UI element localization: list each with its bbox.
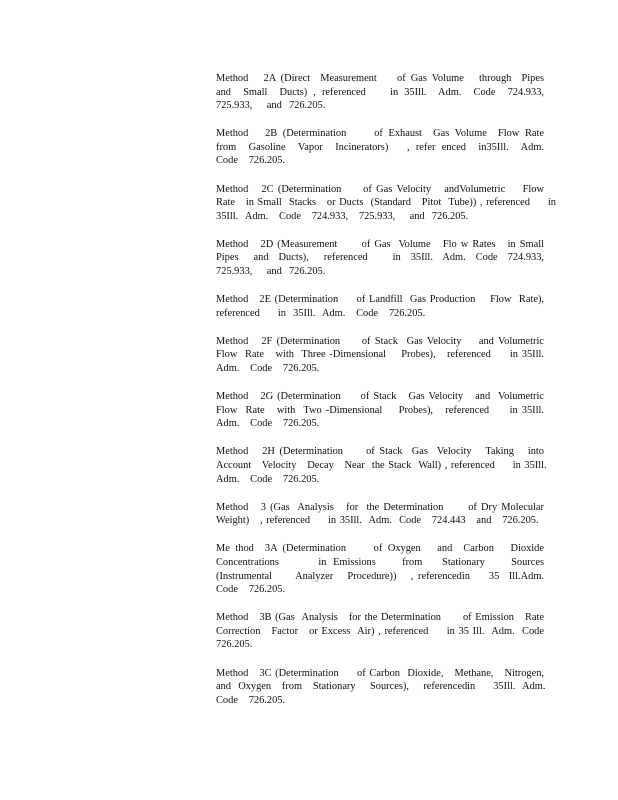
entry-line: Code 726.205.: [216, 584, 286, 596]
method-entry-2d: [216, 238, 544, 279]
entry-line: Code 726.205.: [216, 155, 286, 167]
entry-line: Pipes and Ducts), referenced in 35Ill. Adm. Code 724.933,: [216, 252, 544, 264]
method-entry-2a: [216, 72, 544, 113]
entry-line: Rate in Small Stacks or Ducts (Standard Pitot Tube)) , referenced in: [216, 197, 556, 209]
method-entry-2g: [216, 390, 544, 431]
entry-line: 725.933, and 726.205.: [216, 100, 326, 112]
entry-line: Method 2D (Measurement of Gas Volume Flo w Rates in Small: [216, 238, 544, 250]
entry-line: from Gasoline Vapor Incinerators) , refer enced in35Ill. Adm.: [216, 141, 544, 153]
method-entry-3: [216, 501, 544, 528]
method-list: [216, 72, 556, 722]
method-entry-2e: [216, 293, 544, 320]
entry-line: referenced in 35Ill. Adm. Code 726.205.: [216, 307, 426, 319]
entry-line: Method 2B (Determination of Exhaust Gas Volume Flow Rate: [216, 128, 544, 140]
entry-line: Method 2F (Determination of Stack Gas Velocity and Volumetric: [216, 335, 544, 347]
entry-line: Flow Rate with Two -Dimensional Probes), referenced in 35Ill.: [216, 404, 544, 416]
method-entry-2c: [216, 183, 556, 224]
entry-line: Adm. Code 726.205.: [216, 363, 320, 374]
entry-line: Me thod 3A (Determination of Oxygen and Carbon Dioxide: [216, 543, 544, 555]
entry-line: and Small Ducts) , referenced in 35Ill. Adm. Code 724.933,: [216, 86, 544, 98]
method-entry-3a: [216, 542, 544, 596]
entry-line: Method 2A (Direct Measurement of Gas Volume through Pipes: [216, 73, 544, 84]
entry-line: (Instrumental Analyzer Procedure)) , referencedin 35 Ill.Adm.: [216, 570, 544, 582]
entry-line: Method 3C (Determination of Carbon Dioxide, Methane, Nitrogen,: [216, 667, 544, 679]
entry-line: 35Ill. Adm. Code 724.933, 725.933, and 726.205.: [216, 210, 469, 222]
entry-line: Weight) , referenced in 35Ill. Adm. Code 724.443 and 726.205.: [216, 515, 539, 527]
entry-line: Method 2H (Determination of Stack Gas Velocity Taking into: [216, 446, 544, 458]
method-entry-2h: [216, 445, 547, 486]
entry-line: Flow Rate with Three -Dimensional Probes), referenced in 35Ill.: [216, 349, 544, 361]
entry-line: Method 2G (Determination of Stack Gas Velocity and Volumetric: [216, 391, 544, 403]
entry-line: Method 3B (Gas Analysis for the Determination of Emission Rate: [216, 612, 544, 624]
method-entry-2b: [216, 127, 544, 168]
entry-line: Method 3 (Gas Analysis for the Determination of Dry Molecular: [216, 501, 544, 513]
entry-line: Method 2C (Determination of Gas Velocity andVolumetric Flow: [216, 183, 544, 195]
entry-line: Concentrations in Emissions from Stationary Sources: [216, 556, 544, 568]
entry-line: Method 2E (Determination of Landfill Gas Production Flow Rate),: [216, 294, 544, 306]
method-entry-2f: [216, 335, 544, 376]
entry-line: Correction Factor or Excess Air) , referenced in 35 Ill. Adm. Code: [216, 625, 544, 637]
entry-line: Code 726.205.: [216, 694, 286, 706]
entry-line: 726.205.: [216, 639, 253, 651]
method-entry-3b: [216, 611, 544, 652]
entry-line: Account Velocity Decay Near the Stack Wall) , referenced in 35Ill.: [216, 459, 547, 471]
entry-line: and Oxygen from Stationary Sources), referencedin 35Ill. Adm.: [216, 681, 546, 693]
entry-line: Adm. Code 726.205.: [216, 418, 320, 430]
entry-line: Adm. Code 726.205.: [216, 473, 320, 485]
entry-line: 725.933, and 726.205.: [216, 266, 326, 278]
method-entry-3c: [216, 667, 544, 708]
